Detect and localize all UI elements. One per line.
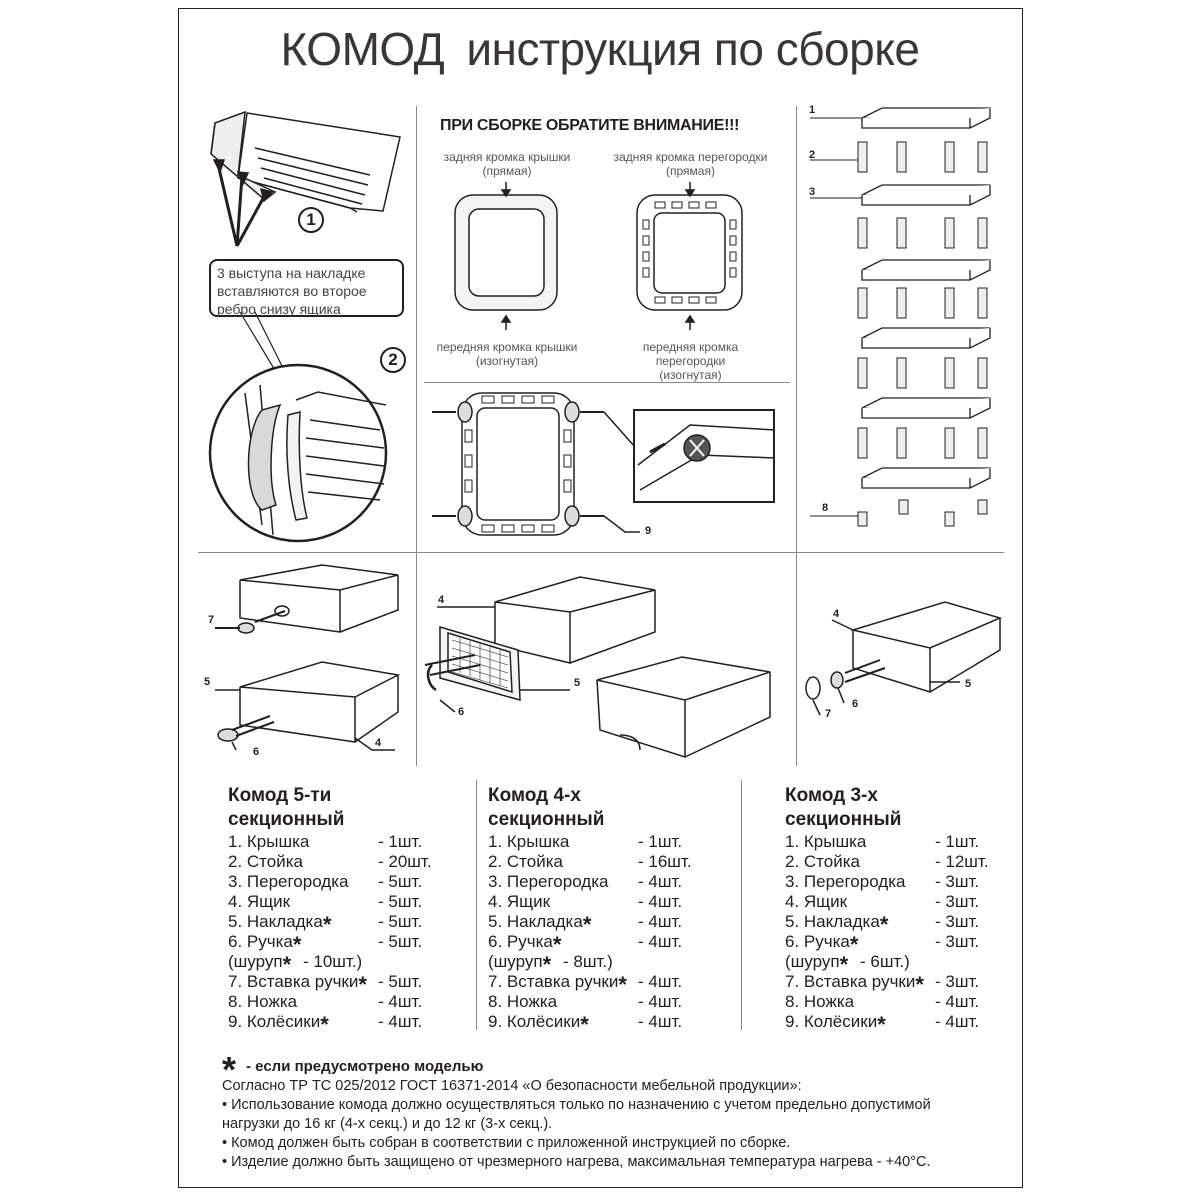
part-quantity: - 3шт. — [935, 872, 980, 891]
asterisk-icon: * — [879, 912, 889, 937]
asterisk-icon: * — [582, 912, 592, 937]
part-number-4c: 4 — [833, 608, 840, 620]
part-quantity: - 20шт. — [378, 852, 432, 871]
part-name: 5. Накладка — [785, 912, 880, 931]
title-sub: инструкция по сборке — [466, 23, 920, 75]
column-title: Комод 5-ти секционный — [228, 785, 345, 830]
parts-list-item — [785, 1012, 1015, 1037]
parts-list-item — [228, 872, 468, 892]
label-partition-back: задняя кромка перегородки (прямая) — [613, 150, 768, 178]
asterisk-icon: * — [618, 972, 627, 997]
part-name: 3. Перегородка — [785, 872, 906, 891]
legal-notice — [222, 1077, 1002, 1172]
part-quantity: - 4шт. — [638, 872, 683, 891]
column-4-section — [488, 784, 728, 1037]
part-name: (шуруп — [228, 952, 283, 971]
part-name: 7. Вставка ручки — [488, 972, 619, 991]
step-number-2: 2 — [380, 347, 406, 373]
part-quantity: - 10шт.) — [303, 952, 363, 971]
parts-list-item — [785, 932, 1015, 957]
part-name: 5. Накладка — [228, 912, 323, 931]
part-quantity: - 4шт. — [638, 992, 683, 1011]
parts-list-item — [228, 912, 468, 937]
parts-list-item — [785, 892, 1015, 912]
part-number-6a: 6 — [253, 746, 260, 758]
parts-list-item — [488, 992, 728, 1012]
parts-list-item — [785, 872, 1015, 892]
part-name: 7. Вставка ручки — [785, 972, 916, 991]
parts-list-item — [785, 952, 1015, 977]
part-quantity: - 3шт. — [935, 932, 980, 951]
asterisk-icon: * — [222, 1049, 237, 1090]
part-number-6b: 6 — [458, 706, 465, 718]
part-number-5b: 5 — [574, 677, 581, 689]
asterisk-icon: * — [552, 932, 562, 957]
part-name: 3. Перегородка — [228, 872, 349, 891]
part-name: 6. Ручка — [228, 932, 293, 951]
part-quantity: - 4шт. — [935, 1012, 980, 1031]
label-partition-front: передняя кромка перегородки (изогнутая) — [642, 340, 739, 382]
title-main: КОМОД — [280, 23, 445, 75]
asterisk-icon: * — [839, 952, 849, 977]
part-quantity: - 4шт. — [638, 932, 683, 951]
part-quantity: - 5шт. — [378, 872, 423, 891]
parts-list-item — [228, 952, 468, 977]
part-quantity: - 4шт. — [638, 1012, 683, 1031]
part-name: 7. Вставка ручки — [228, 972, 359, 991]
part-quantity: - 4шт. — [638, 972, 683, 991]
parts-list-item — [785, 972, 1015, 997]
part-quantity: - 4шт. — [378, 992, 423, 1011]
part-name: 9. Колёсики — [228, 1012, 321, 1031]
part-number-3: 3 — [809, 186, 816, 198]
part-quantity: - 6шт.) — [860, 952, 910, 971]
part-quantity: - 12шт. — [935, 852, 989, 871]
step-number-1: 1 — [298, 207, 324, 233]
part-quantity: - 4шт. — [638, 912, 683, 931]
part-name: 4. Ящик — [228, 892, 291, 911]
part-number-5c: 5 — [965, 678, 972, 690]
part-name: (шуруп — [785, 952, 840, 971]
part-name: 4. Ящик — [785, 892, 848, 911]
part-quantity: - 5шт. — [378, 892, 423, 911]
legal-line: • Использование комода должно осуществляться только по назначению с учетом предельно допустимой — [222, 1097, 931, 1113]
parts-list-item — [228, 892, 468, 912]
parts-list-item — [488, 912, 728, 937]
parts-list-item — [785, 912, 1015, 937]
part-name: 5. Накладка — [488, 912, 583, 931]
note-box: 3 выступа на накладке вставляются во второе ребро снизу ящика — [209, 259, 404, 317]
parts-list-item — [228, 832, 468, 852]
part-quantity: - 1шт. — [378, 832, 423, 851]
part-name: 6. Ручка — [488, 932, 553, 951]
part-quantity: - 5шт. — [378, 932, 423, 951]
column-title: Комод 4-х секционный — [488, 785, 605, 830]
part-number-2: 2 — [809, 149, 816, 161]
part-name: 6. Ручка — [785, 932, 850, 951]
column-title: Комод 3-х секционный — [785, 785, 902, 830]
footnote-text: - если предусмотрено моделью — [246, 1058, 484, 1075]
legal-line: • Комод должен быть собран в соответствии с приложенной инструкцией по сборке. — [222, 1135, 791, 1151]
part-quantity: - 4шт. — [935, 992, 980, 1011]
part-quantity: - 5шт. — [378, 972, 423, 991]
part-name: (шуруп — [488, 952, 543, 971]
part-name: 1. Крышка — [785, 832, 867, 851]
part-quantity: - 4шт. — [638, 892, 683, 911]
part-name: 8. Ножка — [488, 992, 558, 1011]
column-3-section — [785, 784, 1015, 1037]
asterisk-icon: * — [320, 1012, 329, 1037]
part-number-4a: 4 — [375, 737, 382, 749]
part-name: 9. Колёсики — [785, 1012, 878, 1031]
parts-list-item — [228, 972, 468, 997]
parts-list-item — [488, 972, 728, 997]
part-number-6c: 6 — [852, 698, 859, 710]
part-name: 2. Стойка — [785, 852, 860, 871]
legal-line: • Изделие должно быть защищено от чрезмерного нагрева, максимальная температура нагрева - +40°С. — [222, 1154, 931, 1170]
asterisk-icon: * — [580, 1012, 589, 1037]
attention-heading: ПРИ СБОРКЕ ОБРАТИТЕ ВНИМАНИЕ!!! — [440, 117, 740, 134]
parts-list-item — [228, 932, 468, 957]
parts-list-item — [785, 832, 1015, 852]
part-number-7c: 7 — [825, 708, 832, 720]
parts-list-item — [488, 932, 728, 957]
asterisk-icon: * — [542, 952, 552, 977]
part-name: 2. Стойка — [488, 852, 563, 871]
label-lid-front: передняя кромка крышки (изогнутая) — [436, 340, 578, 368]
parts-list-item — [488, 1012, 728, 1037]
part-number-5a: 5 — [204, 676, 211, 688]
asterisk-icon: * — [877, 1012, 886, 1037]
parts-list-item — [785, 852, 1015, 872]
part-quantity: - 3шт. — [935, 892, 980, 911]
footnote — [222, 1038, 484, 1090]
asterisk-icon: * — [282, 952, 292, 977]
label-lid-back: задняя кромка крышки (прямая) — [443, 150, 571, 178]
part-name: 1. Крышка — [488, 832, 570, 851]
parts-list-item — [785, 992, 1015, 1012]
parts-list-item — [228, 1012, 468, 1037]
asterisk-icon: * — [849, 932, 859, 957]
parts-list-item — [488, 892, 728, 912]
part-quantity: - 16шт. — [638, 852, 692, 871]
part-number-9: 9 — [645, 525, 652, 537]
asterisk-icon: * — [358, 972, 367, 997]
legal-line: нагрузки до 16 кг (4-х секц.) и до 12 кг (3-х секц.). — [222, 1116, 553, 1132]
asterisk-icon: * — [915, 972, 924, 997]
part-quantity: - 8шт.) — [563, 952, 613, 971]
legal-line: Согласно ТР ТС 025/2012 ГОСТ 16371-2014 «О безопасности мебельной продукции»: — [222, 1078, 802, 1094]
asterisk-icon: * — [322, 912, 332, 937]
parts-list-item — [488, 832, 728, 852]
parts-list-item — [228, 852, 468, 872]
part-number-4b: 4 — [438, 594, 445, 606]
parts-list-item — [488, 952, 728, 977]
part-quantity: - 1шт. — [935, 832, 980, 851]
part-quantity: - 3шт. — [935, 912, 980, 931]
part-quantity: - 4шт. — [378, 1012, 423, 1031]
part-quantity: - 1шт. — [638, 832, 683, 851]
part-number-7a: 7 — [208, 614, 215, 626]
part-name: 8. Ножка — [228, 992, 298, 1011]
column-5-section — [228, 784, 468, 1037]
part-number-1: 1 — [809, 104, 816, 116]
part-name: 9. Колёсики — [488, 1012, 581, 1031]
part-name: 4. Ящик — [488, 892, 551, 911]
parts-list-item — [228, 992, 468, 1012]
parts-list-item — [488, 852, 728, 872]
part-name: 3. Перегородка — [488, 872, 609, 891]
part-quantity: - 3шт. — [935, 972, 980, 991]
parts-list-item — [488, 872, 728, 892]
part-name: 8. Ножка — [785, 992, 855, 1011]
part-quantity: - 5шт. — [378, 912, 423, 931]
part-name: 2. Стойка — [228, 852, 303, 871]
part-name: 1. Крышка — [228, 832, 310, 851]
part-number-8: 8 — [822, 502, 829, 514]
asterisk-icon: * — [292, 932, 302, 957]
